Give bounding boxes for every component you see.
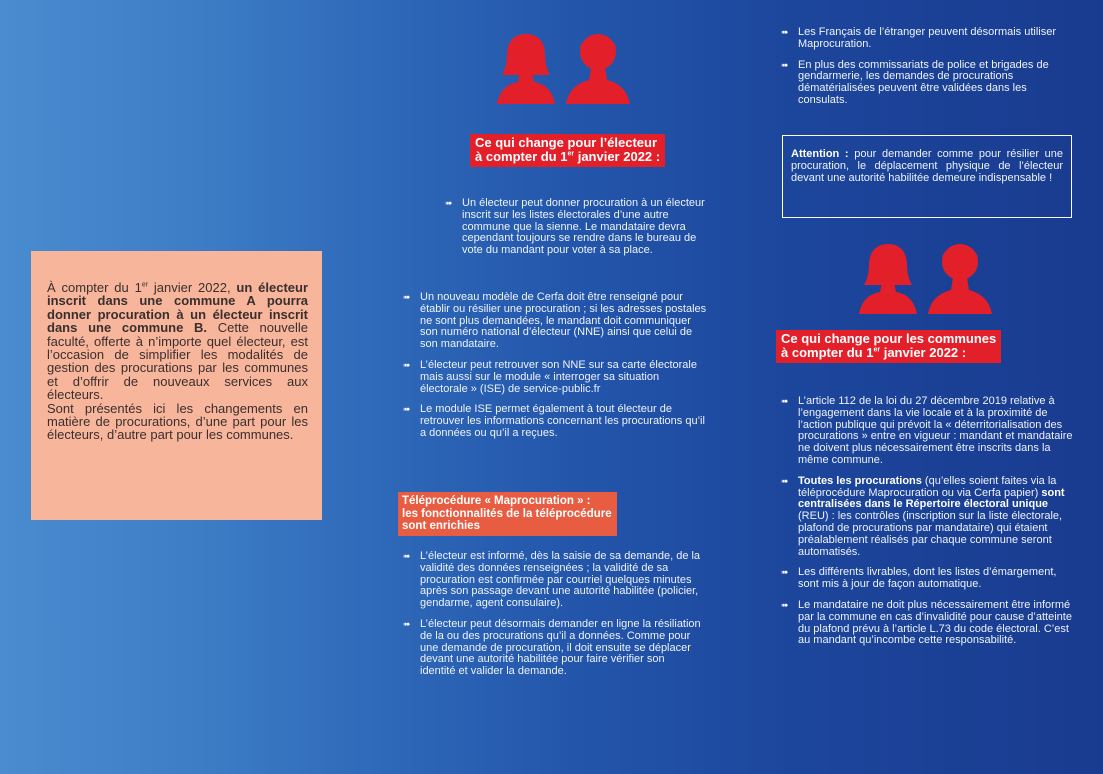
attention-box: Attention : pour demander comme pour résilier une procuration, le déplacement physique de l’électeur devant une autorité habilitée demeure indispensable !	[782, 135, 1072, 218]
arrow-icon: ➠	[403, 618, 411, 629]
arrow-icon: ➠	[781, 27, 789, 37]
list-item: ➠ L’article 112 de la loi du 27 décembre 2019 relative à l’engagement dans la vie locale et à la proximité de l’action publique qui prévoit la « déterritorialisation des procurations » entre en vigueur : mandant et mandataire ne doivent plus nécessairement être inscrits dans la même commune.	[781, 395, 1073, 466]
list-item: ➠ Toutes les procurations (qu’elles soient faites via la téléprocédure Maprocuration ou via Cerfa papier) sont centralisées dans le Répertoire électoral unique (REU) : les contrôles (inscription sur la liste électorale, plafond de procurations par mandataire) qui étaient préalablement réalisés par chaque commune seront automatisés.	[781, 474, 1065, 558]
elector-heading: Ce qui change pour l’électeur à compter du 1er janvier 2022 :	[470, 134, 665, 167]
communes-list	[781, 396, 1075, 656]
list-item: ➠ Un électeur peut donner procuration à un électeur inscrit sur les listes électorales d’une autre commune que la sienne. Le mandataire devra cependant toujours se rendre dans le bureau de vote du mandant pour voter à sa place.	[445, 197, 705, 257]
arrow-icon: ➠	[403, 404, 411, 415]
attention-label: Attention :	[791, 148, 849, 160]
list-item: ➠ Les Français de l’étranger peuvent désormais utiliser Maprocuration.	[781, 26, 1057, 50]
list-item: ➠ L’électeur est informé, dès la saisie de sa demande, de la validité des données renseignées ; la validité de sa procuration est confirmée par courriel quelques minutes après son passage devant une autorité habilitée (policier, gendarme, agent consulaire).	[403, 550, 701, 610]
arrow-icon: ➠	[781, 567, 789, 578]
abroad-list	[781, 27, 1075, 116]
intro-box	[31, 251, 322, 520]
elector-list-top	[445, 198, 707, 266]
list-item: ➠ Le mandataire ne doit plus nécessairement être informé par la commune en cas d’invalidité pour cause d’atteinte du plafond prévu à l’article L.73 du code électoral. C’est au mandant qu’incombe cette responsabilité.	[781, 598, 1072, 647]
list-item: ➠ L’électeur peut désormais demander en ligne la résiliation de la ou des procurations qu’il a données. Comme pour une demande de procuration, il doit ensuite se déplacer devant une autorité habilitée pour faire vérifier son identité et valider la demande.	[403, 617, 701, 678]
arrow-icon: ➠	[781, 396, 789, 406]
arrow-icon: ➠	[403, 292, 411, 302]
list-item: ➠ L’électeur peut retrouver son NNE sur sa carte électorale mais aussi sur le module « interroger sa situation électorale » (ISE) de service-public.fr	[403, 358, 697, 395]
teleprocedure-list	[403, 551, 703, 687]
list-item: ➠ Un nouveau modèle de Cerfa doit être renseigné pour établir ou résilier une procuration ; si les adresses postales ne sont plus demandées, le mandant doit communiquer son numéro national d’électeur (NNE) ainsi que celui de son mandataire.	[403, 291, 707, 351]
intro-bold: un électeur inscrit dans une commune A pourra donner procuration à un électeur inscrit dans une commune B.	[47, 280, 309, 336]
arrow-icon: ➠	[403, 551, 411, 561]
intro-paragraph-1: À compter du 1er janvier 2022, un électeur inscrit dans une commune A pourra donner procuration à un électeur inscrit dans une commune B. Cette nouvelle faculté, offerte à n’importe quel électeur, est l’occasion de simplifier les modalités de gestion des procurations par les communes et d’offrir de nouveaux services aux électeurs.	[47, 280, 309, 403]
list-item: ➠ Le module ISE permet également à tout électeur de retrouver les informations concernant les procurations qu’il a données ou qu’il a reçues.	[403, 403, 705, 439]
arrow-icon: ➠	[445, 198, 453, 208]
people-icon	[852, 236, 998, 316]
communes-heading: Ce qui change pour les communes à compter du 1er janvier 2022 :	[776, 330, 1001, 363]
arrow-icon: ➠	[781, 599, 789, 610]
teleprocedure-heading: Téléprocédure « Maprocuration » : les fonctionnalités de la téléprocédure sont enrichies	[398, 492, 617, 536]
intro-paragraph-2: Sont présentés ici les changements en matière de procurations, d’une part pour les électeurs, d’autre part pour les communes.	[47, 400, 308, 443]
arrow-icon: ➠	[403, 359, 411, 370]
list-item: ➠ En plus des commissariats de police et brigades de gendarmerie, les demandes de procurations dématérialisées peuvent être validées dans les consulats.	[781, 58, 1049, 106]
people-icon	[490, 26, 636, 106]
elector-list	[403, 292, 709, 449]
arrow-icon: ➠	[781, 59, 789, 70]
arrow-icon: ➠	[781, 475, 789, 486]
list-item: ➠ Les différents livrables, dont les listes d’émargement, sont mis à jour de façon automatique.	[781, 566, 1057, 591]
